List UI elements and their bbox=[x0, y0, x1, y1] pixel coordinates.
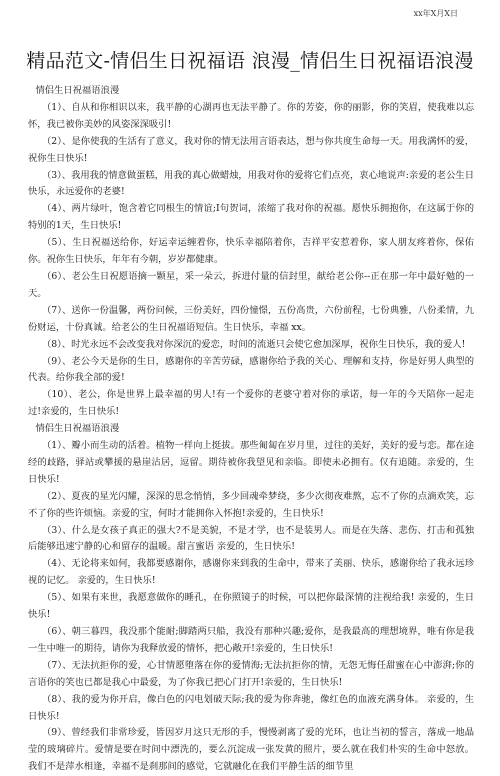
paragraph: （7）、送你一份温馨，两份问候，三份美好，四份憧憬，五份高贵，六份前程，七份典雅，八份柔情，九份财运，十份真诚。给老公的生日祝福语短信。生日快乐，幸福 xx。 bbox=[28, 304, 474, 333]
paragraph: （9）、曾经我们非常珍爱，皆因岁月这只无形的手，慢慢剥离了爱的光环，也让当初的誓言，落成一地晶莹的玻璃碎片。爱情是要在时间中漂洗的，要么沉淀成一张发黄的照片，要么就在我们朴实的生命中怒放。我们不是萍水相逢，幸福不是刹那间的感觉，它就融化在我们平静生活的细节里 bbox=[28, 727, 474, 773]
paragraph: （2）、夏夜的星光闪耀，深深的思念悄悄，多少回魂牵梦绕，多少次彻夜难熬，忘不了你的点滴欢笑，忘不了你的些许烦恼。亲爱的宝，何时才能拥你入怀抱!亲爱的，生日快乐! bbox=[28, 490, 474, 519]
paragraph: （1）、瓣小而生动的活着。植物一样向上挺拔。那些匍匐在岁月里，过往的美好，美好的爱与恋。都在途经的歧路，驿站或攀援的悬崖沾居，逗留。期待被你我望见和亲临。即使未必拥有。仅有追随。亲爱的，生日快乐! bbox=[28, 440, 474, 485]
paragraph: （8）、时光永远不会改变我对你深沉的爱恋，时间的流逝只会使它愈加深厚，祝你生日快乐，我的爱人! bbox=[41, 338, 466, 350]
paragraph: （5）、如果有来世，我愿意做你的睡孔，在你照镜子的时候，可以把你最深情的注视给我! 亲爱的，生日快乐! bbox=[28, 592, 474, 621]
paragraph: （1）、自从和你相识以来，我平静的心湖再也无法平静了。你的芳姿，你的丽影，你的笑眉，使我难以忘怀，我已被你美妙的风姿深深吸引! bbox=[28, 101, 474, 130]
paragraph: （5）、生日祝福送给你，好运幸运缠着你，快乐幸福陪着你，吉祥平安惹着你，家人朋友疼着你，保佑你。祝你生日快乐，年年有今朝，岁岁都健康。 bbox=[28, 237, 474, 266]
section-heading: 情侣生日祝福语浪漫 bbox=[35, 423, 120, 435]
document-body bbox=[28, 83, 474, 776]
paragraph: （2）、是你使我的生活有了意义，我对你的情无法用言语表达，想与你共度生命每一天。用我满怀的爱，祝你生日快乐! bbox=[28, 135, 474, 164]
paragraph: （7）、无法抗拒你的爱，心甘情愿堕落在你的爱情海;无法抗拒你的情，无怨无悔任甜蜜在心中澎湃;你的言语你的笑也已都是我心中最爱，为了你我已把心门打开!亲爱的，生日快乐! bbox=[28, 659, 474, 688]
section-heading: 情侣生日祝福语浪漫 bbox=[35, 85, 120, 96]
paragraph: （6）、朝三暮四，我没那个能耐;脚踏两只船，我没有那种兴趣;爱你，是我最高的理想境界，唯有你是我一生中唯一的期待，请你为我释放爱的情怀，把心敞开!亲爱的，生日快乐! bbox=[28, 626, 474, 654]
paragraph: （3）、我用我的情意做蛋糕，用我的真心做蜡烛，用我对你的爱将它们点亮，衷心地说声:亲爱的老公生日快乐，永远爱你的老婆! bbox=[28, 169, 474, 198]
paragraph: （3）、什么是女孩子真正的强大?不是美貌，不是才学，也不是装男人。而是在失落、悲伤、打击和孤独后能够迅速宁静的心和留存的温暖。甜言蜜语 亲爱的，生日快乐! bbox=[28, 524, 474, 553]
paragraph: （6）、老公生日祝愿语摘一颗星，采一朵云，拆进付量的信封里，献给老公你--正在那一年中最好勉的一天。 bbox=[28, 270, 474, 299]
paragraph: （9）、老公今天是你的生日，感谢你的辛苦劳碌，感谢你给予我的关心、理解和支持，你是好男人典型的代表。给你我全部的爱! bbox=[28, 355, 474, 384]
paragraph: （8）、我的爱为你开启，像白色的闪电划破天际;我的爱为你奔驰，像红色的血液充满身体。 亲爱的，生日快乐! bbox=[28, 693, 474, 722]
paragraph: （10）、老公，你是世界上最幸福的男人!有一个爱你的老婆守着对你的承诺，每一年的今天陪你一起走过!亲爱的，生日快乐! bbox=[28, 389, 474, 418]
paragraph: （4）、两片绿叶，饱含着它同根生的情谊;I句贺词，浓缩了我对你的祝福。愿快乐拥抱你，在这属于你的特别的1天，生日快乐! bbox=[28, 203, 474, 232]
document-title: 精品范文-情侣生日祝福语 浪漫_情侣生日祝福语浪漫 bbox=[26, 50, 474, 72]
date-line: xx年X月X日 bbox=[413, 9, 458, 18]
paragraph: （4）、无论将来如何，我都要感谢你，感谢你来到我的生命中，带来了美丽、快乐，感谢你给了我永远珍视的记忆。 亲爱的，生日快乐! bbox=[28, 558, 474, 587]
